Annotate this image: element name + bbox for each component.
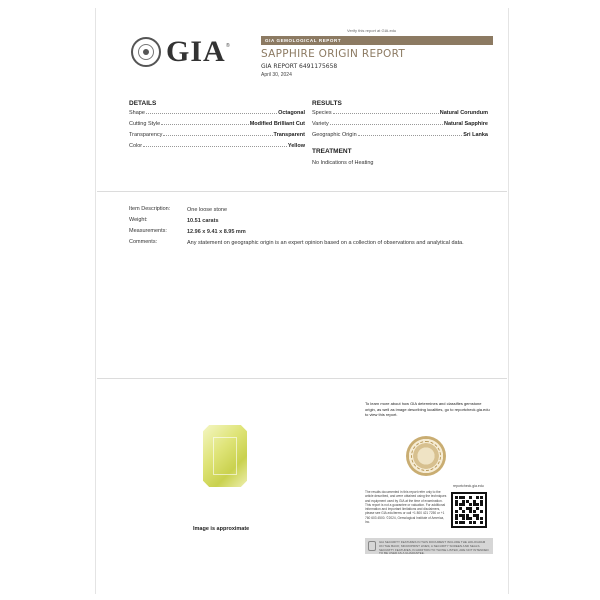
report-band: GIA GEMOLOGICAL REPORT: [261, 36, 493, 45]
detail-value: Octagonal: [278, 110, 305, 116]
item-row: [129, 228, 489, 237]
result-value: Natural Sapphire: [443, 121, 488, 127]
treatment-value: No Indications of Heating: [312, 160, 374, 166]
image-caption: Image is approximate: [193, 526, 250, 532]
item-value: Any statement on geographic origin is an expert opinion based on a collection of observations and analytical data.: [187, 240, 464, 246]
registered-mark: ®: [226, 43, 230, 49]
brand-name: GIA: [166, 35, 226, 68]
results-row: [312, 130, 488, 138]
detail-value: Modified Brilliant Cut: [249, 121, 305, 127]
lock-icon: [368, 541, 376, 551]
report-date: April 30, 2024: [261, 72, 292, 78]
report-number: GIA REPORT 6491175658: [261, 63, 338, 70]
item-row: [129, 239, 489, 259]
report-title: SAPPHIRE ORIGIN REPORT: [261, 48, 406, 60]
security-strip: [365, 538, 493, 554]
item-value: 12.96 x 9.41 x 8.95 mm: [187, 229, 246, 235]
detail-label: Cutting Style: [129, 121, 161, 127]
item-label: Item Description:: [129, 206, 171, 212]
security-text: GIA SECURITY FEATURES IN THIS DOCUMENT INCLUDE THE HOLOGRAM ON THE BACK; MICROPRINT LINES; A SECURITY SCREEN AND SEALS. SECURITY FEATURES, IN ADDITION TO THOSE LISTED, ARE NOT INTENDED TO BE USED AS A GUARANTEE.: [379, 540, 489, 556]
qr-code-icon[interactable]: [451, 492, 487, 528]
item-value: 10.51 carats: [187, 218, 219, 224]
details-row: [129, 119, 305, 127]
gold-seal-icon: [406, 436, 446, 476]
results-row: [312, 119, 488, 127]
details-heading: DETAILS: [129, 100, 157, 107]
gia-seal-icon: [131, 37, 161, 67]
learn-more-text: To learn more about how GIA determines and classifies gemstone origin, as well as image describing localities, go to reportcheck.gia.edu to view this report.: [365, 401, 490, 417]
report-page: [95, 8, 509, 594]
details-row: [129, 130, 305, 138]
divider: [97, 378, 507, 379]
results-row: [312, 108, 488, 116]
fine-print: The results documented in this report refer only to the article described, and were obtained using the techniques and equipment used by GIA at the time of examination. This report is not a guarantee or valuation. For additional information and important limitations and disclaimers, please see GIA.edu/terms or call +1 800 421 7250 or +1 760 603 4500. ©2024, Gemological Institute of America, Inc.: [365, 490, 447, 525]
details-row: [129, 141, 305, 149]
detail-label: Color: [129, 143, 143, 149]
gia-logo: [131, 37, 241, 81]
item-value: One loose stone: [187, 207, 228, 213]
divider: [97, 191, 507, 192]
detail-label: Shape: [129, 110, 145, 116]
qr-label: reportcheck.gia.edu: [453, 484, 484, 488]
result-label: Species: [312, 110, 332, 116]
item-label: Measurements:: [129, 228, 167, 234]
detail-label: Transparency: [129, 132, 163, 138]
result-label: Geographic Origin: [312, 132, 357, 138]
item-row: [129, 217, 489, 226]
results-heading: RESULTS: [312, 100, 342, 107]
treatment-heading: TREATMENT: [312, 148, 352, 155]
detail-value: Transparent: [273, 132, 305, 138]
item-label: Comments:: [129, 239, 158, 245]
details-row: [129, 108, 305, 116]
result-label: Variety: [312, 121, 329, 127]
detail-value: Yellow: [287, 143, 305, 149]
item-label: Weight:: [129, 217, 148, 223]
item-row: [129, 206, 489, 215]
verify-note[interactable]: Verify this report at GIA.edu: [347, 28, 397, 33]
gemstone-image: [203, 425, 247, 487]
result-value: Sri Lanka: [463, 132, 488, 138]
result-value: Natural Corundum: [439, 110, 488, 116]
